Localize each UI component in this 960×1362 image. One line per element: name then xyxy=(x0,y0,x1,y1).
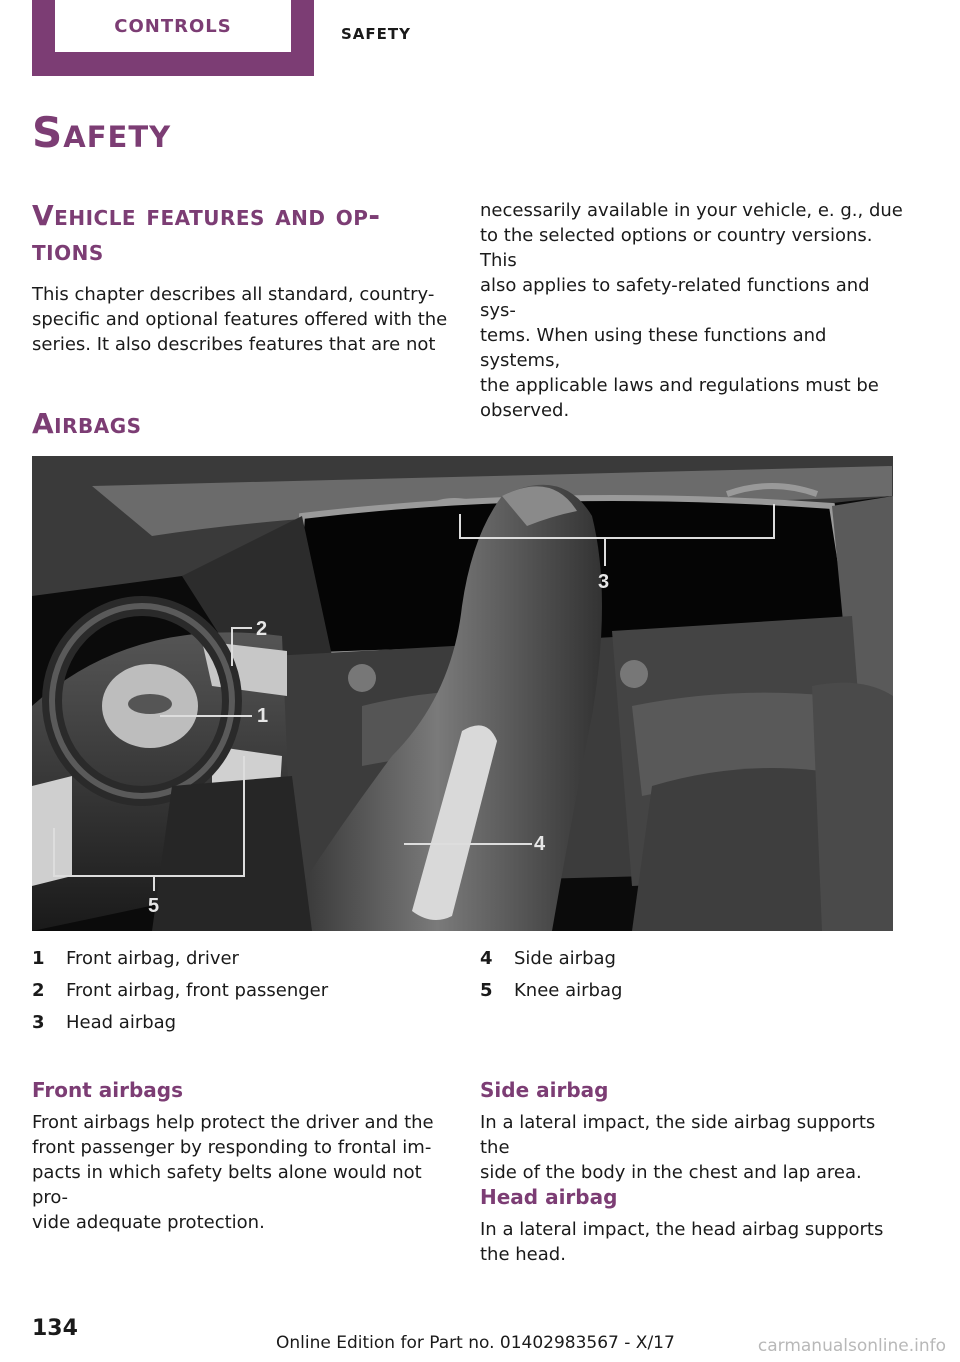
page-number: 134 xyxy=(32,1316,78,1341)
legend-item: 3 Head airbag xyxy=(32,1012,177,1033)
page-title: Safety xyxy=(32,108,172,157)
legend-item: 1 Front airbag, driver xyxy=(32,948,239,969)
callout-4: 4 xyxy=(534,833,546,855)
front-airbags-text: Front airbags help protect the driver and the front passenger by responding to frontal im‐ pacts in which safety belts alone would not pro‐ vide adequate protection. xyxy=(32,1112,434,1233)
vehicle-features-col2: necessarily available in your vehicle, e. g., due to the selected options or country versions. This also applies to safety-related functions and sys‐ tems. When using these functions and systems, the applicable laws and regulations must be observed. xyxy=(480,200,903,421)
car-interior-illustration xyxy=(32,456,893,931)
legend-item: 4 Side airbag xyxy=(480,948,616,969)
vehicle-features-heading: Vehicle features and op‐ tions xyxy=(32,199,381,267)
side-airbag-heading: Side airbag xyxy=(480,1078,609,1102)
head-airbag-heading: Head airbag xyxy=(480,1185,618,1209)
callout-1: 1 xyxy=(257,705,269,727)
watermark: carmanualsonline.info xyxy=(757,1336,946,1356)
tab-controls-label: CONTROLS xyxy=(55,0,291,52)
airbag-locations-figure xyxy=(32,456,893,931)
callout-5: 5 xyxy=(148,895,160,917)
tab-controls[interactable] xyxy=(32,0,314,76)
tab-safety[interactable]: SAFETY xyxy=(341,25,411,43)
head-airbag-text: In a lateral impact, the head airbag supports the head. xyxy=(480,1219,884,1265)
front-airbags-heading: Front airbags xyxy=(32,1078,183,1102)
callout-3: 3 xyxy=(598,571,610,593)
airbag-legend-left xyxy=(32,943,452,1039)
callout-2: 2 xyxy=(256,618,268,640)
side-airbag-text: In a lateral impact, the side airbag supports the side of the body in the chest and lap area. xyxy=(480,1112,876,1183)
airbag-legend-right xyxy=(480,943,900,1007)
vehicle-features-col1: This chapter describes all standard, country- specific and optional features offered with the series. It also describes features that are not xyxy=(32,284,448,355)
edition-footer: Online Edition for Part no. 01402983567 - X/17 xyxy=(276,1333,675,1353)
legend-item: 2 Front airbag, front passenger xyxy=(32,980,329,1001)
legend-item: 5 Knee airbag xyxy=(480,980,623,1001)
airbags-heading: Airbags xyxy=(32,407,142,440)
